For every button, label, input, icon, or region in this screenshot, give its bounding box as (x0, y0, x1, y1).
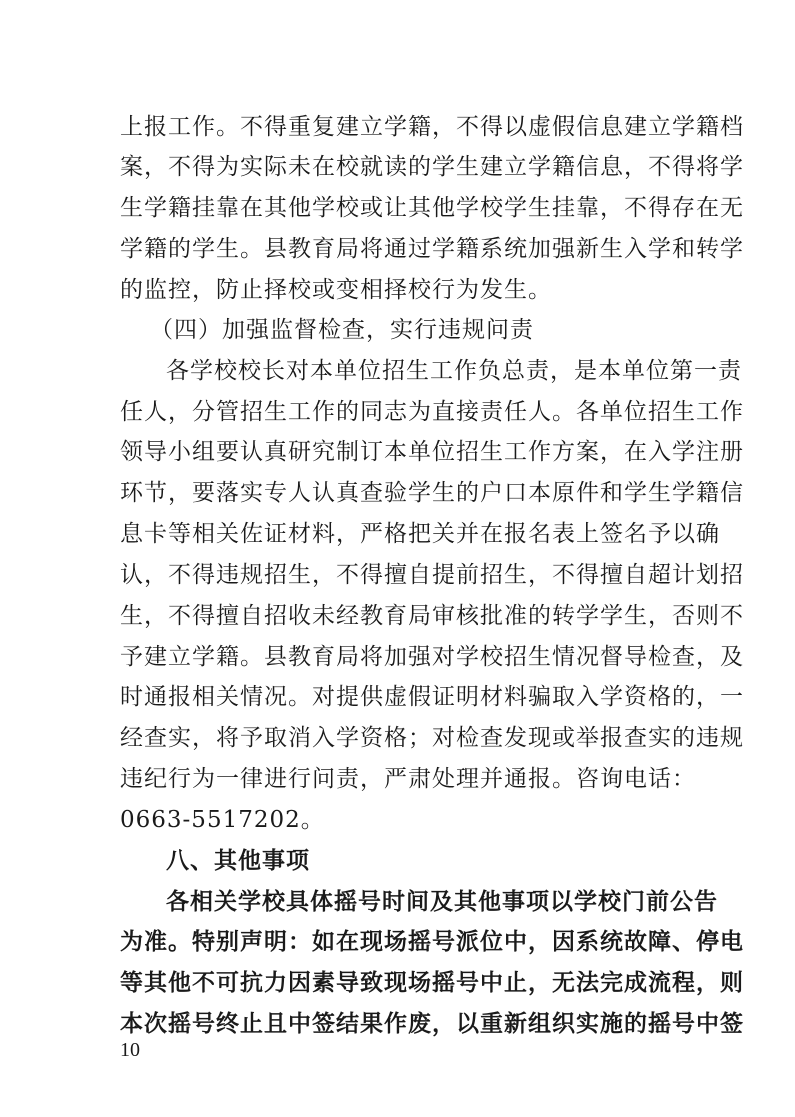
phone-number: 0663-5517202。 (120, 807, 325, 833)
section-heading-4: （四）加强监督检查，实行违规问责 (150, 317, 534, 343)
text-line-21: 为准。特别声明：如在现场摇号派位中，因系统故障、停电 (120, 928, 744, 955)
text-line-14: 予建立学籍。县教育局将加强对学校招生情况督导检查，及 (120, 644, 744, 670)
text-line-20: 各相关学校具体摇号时间及其他事项以学校门前公告 (166, 888, 718, 915)
page-number: 10 (120, 1039, 140, 1061)
text-line-12: 认，不得违规招生，不得擅自提前招生，不得擅自超计划招 (120, 562, 744, 588)
section-heading-8: 八、其他事项 (166, 847, 310, 874)
text-line-22: 等其他不可抗力因素导致现场摇号中止，无法完成流程，则 (120, 969, 744, 996)
text-line-17: 违纪行为一律进行问责，严肃处理并通报。咨询电话： (120, 766, 696, 792)
text-line-9: 领导小组要认真研究制订本单位招生工作方案，在入学注册 (120, 439, 744, 465)
text-line-7: 各学校校长对本单位招生工作负总责，是本单位第一责 (166, 358, 742, 384)
text-line-10: 环节，要落实专人认真查验学生的户口本原件和学生学籍信 (120, 480, 744, 506)
text-line-3: 生学籍挂靠在其他学校或让其他学校学生挂靠，不得存在无 (120, 195, 744, 221)
text-line-13: 生，不得擅自招收未经教育局审核批准的转学学生，否则不 (120, 603, 744, 629)
text-line-8: 任人，分管招生工作的同志为直接责任人。各单位招生工作 (120, 399, 744, 425)
text-line-11: 息卡等相关佐证材料，严格把关并在报名表上签名予以确 (120, 521, 720, 547)
text-line-1: 上报工作。不得重复建立学籍，不得以虚假信息建立学籍档 (120, 114, 744, 140)
text-line-23: 本次摇号终止且中签结果作废，以重新组织实施的摇号中签 (120, 1010, 744, 1037)
text-line-4: 学籍的学生。县教育局将通过学籍系统加强新生入学和转学 (120, 236, 744, 262)
text-line-15: 时通报相关情况。对提供虚假证明材料骗取入学资格的，一 (120, 684, 744, 710)
text-line-16: 经查实，将予取消入学资格；对检查发现或举报查实的违规 (120, 725, 744, 751)
text-line-5: 的监控，防止择校或变相择校行为发生。 (120, 277, 552, 303)
text-line-2: 案，不得为实际未在校就读的学生建立学籍信息，不得将学 (120, 154, 744, 180)
